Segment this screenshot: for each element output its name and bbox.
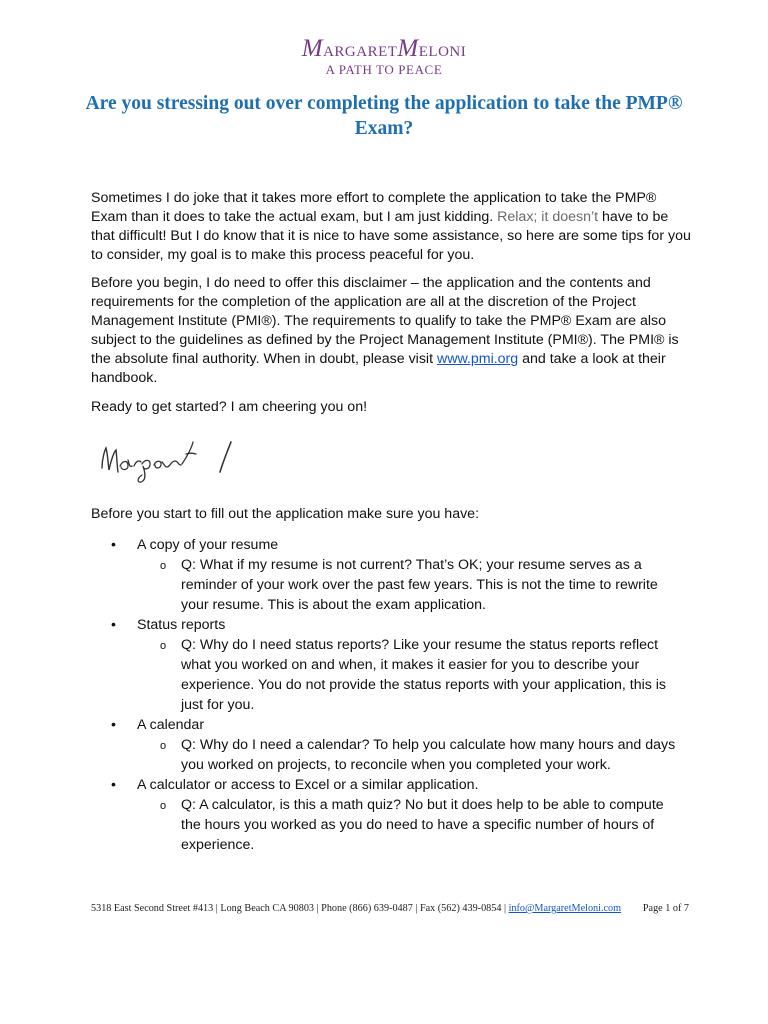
sub-list-item <box>137 735 676 775</box>
intro-text-1: Sometimes I do joke that it takes more effort to complete the application to take the PMP® Exam than it does to take the actual exam, but I am just kidding. <box>91 190 657 225</box>
sub-list-item-text: Q: What if my resume is not current? That’s OK; your resume serves as a reminder of your work over the past few years. This is not the time to rewrite your resume. This is about the exam application. <box>181 557 658 613</box>
bullet: • <box>111 617 116 633</box>
list-item-label: A calendar <box>137 717 205 733</box>
logo <box>0 35 768 77</box>
sub-list-item <box>137 555 676 615</box>
checklist-intro: Before you start to fill out the application make sure you have: <box>91 506 480 522</box>
bullet: • <box>111 777 116 793</box>
list-item <box>91 775 691 855</box>
intro-paragraph <box>91 189 691 265</box>
logo-tagline: A PATH TO PEACE <box>325 62 443 77</box>
intro-text-2: have to be that difficult! But I do know that it is nice to have some assistance, so here are some tips for you to consider, my goal is to make this process peaceful for you. <box>91 209 691 263</box>
list-item-label: Status reports <box>137 617 226 633</box>
sub-list-item-text: Q: Why do I need status reports? Like your resume the status reports reflect what you worked on and when, it makes it easier for you to describe your experience. You do not provide the status reports with your application, this is just for you. <box>181 637 667 713</box>
sub-list-item-text: Q: A calculator, is this a math quiz? No but it does help to be able to compute the hours you worked as you do need to have a specific number of hours of experience. <box>181 797 664 853</box>
sub-bullet: o <box>160 740 167 752</box>
page-title: Are you stressing out over completing the application to take the PMP® Exam? <box>85 93 683 139</box>
sub-list <box>137 555 691 615</box>
list-item <box>91 535 691 615</box>
footer-email-link[interactable]: info@MargaretMeloni.com <box>508 903 622 914</box>
footer-address: 5318 East Second Street #413 | Long Beach CA 90803 | Phone (866) 639-0487 | Fax (562) 439-0854 | <box>91 903 509 914</box>
list-item-label: A copy of your resume <box>137 537 279 553</box>
logo-initial-2: M <box>397 35 419 62</box>
sub-list <box>137 735 691 775</box>
logo-initial-1: M <box>301 35 324 62</box>
disclaimer-paragraph <box>91 274 691 388</box>
list-item-label: A calculator or access to Excel or a similar application. <box>137 777 479 793</box>
sub-bullet: o <box>160 800 167 812</box>
ready-paragraph: Ready to get started? I am cheering you on! <box>91 399 368 415</box>
page-number: Page 1 of 7 <box>642 903 689 914</box>
intro-relax-text: Relax; it doesn’t <box>497 209 599 225</box>
sub-list-item-text: Q: Why do I need a calendar? To help you calculate how many hours and days you worked on projects, to reconcile when you completed your work. <box>181 737 676 773</box>
logo-name-rest-2: ELONI <box>418 44 467 60</box>
logo-name <box>0 35 768 63</box>
bullet: • <box>111 537 116 553</box>
sub-list-item <box>137 795 676 855</box>
signature-image <box>96 428 246 484</box>
sub-bullet: o <box>160 560 167 572</box>
footer-contact <box>91 903 621 914</box>
disclaimer-text: Before you begin, I do need to offer this disclaimer – the application and the contents and requirements for the completion of the application are all at the discretion of the Project Management Institute (PMI®). The requirements to qualify to take the PMP® Exam are also subject to the guidelines as defined by the Project Management Institute (PMI®). The PMI® is the absolute final authority. When in doubt, please visit <box>91 275 679 367</box>
sub-list-item <box>137 635 676 715</box>
sub-bullet: o <box>160 640 167 652</box>
sub-list <box>137 795 691 855</box>
sub-list <box>137 635 691 715</box>
pmi-link[interactable]: www.pmi.org <box>436 351 519 367</box>
list-item <box>91 715 691 775</box>
disclaimer-after: and take a look at their handbook. <box>91 351 666 386</box>
bullet: • <box>111 717 116 733</box>
list-item <box>91 615 691 715</box>
checklist <box>91 535 691 855</box>
logo-name-rest-1: ARGARET <box>323 44 398 60</box>
